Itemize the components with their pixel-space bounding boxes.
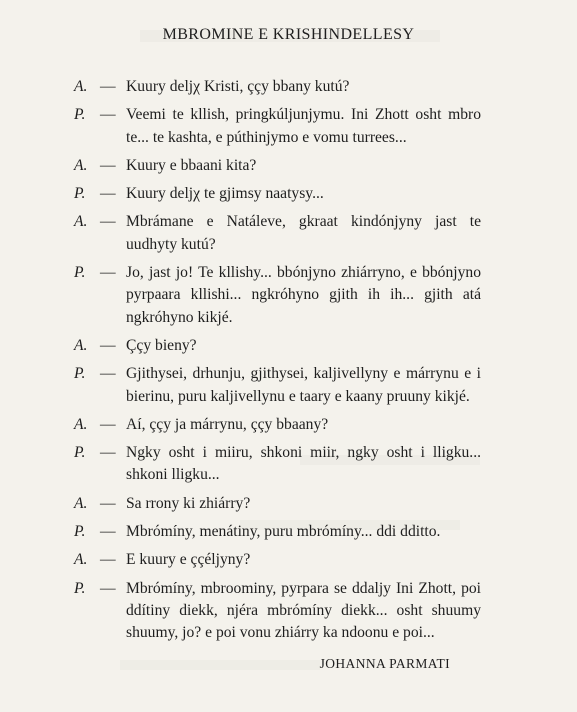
speaker-label: P. — [74, 365, 86, 383]
speaker-label: A. — [74, 336, 88, 354]
line-text: Ççy bieny? — [126, 336, 197, 354]
speaker-label: A. — [74, 213, 88, 231]
page-title: MBROMINE E KRISHINDELLESY — [162, 26, 415, 43]
dash: — — [100, 156, 116, 174]
dash: — — [100, 523, 116, 541]
dialogue-line — [0, 335, 577, 357]
dash: — — [100, 106, 116, 124]
dialogue-line — [0, 442, 577, 487]
dialogue-line — [0, 262, 577, 329]
line-text: Kuury e bbaani kita? — [126, 156, 257, 174]
line-text: Mbrómíny, mbroominy, pyrpara se ddaljy Ini Zhott, poi ddítiny diekk, njéra mbrómíny diekk... osht shuumy shuumy, jo? e poi vonu zhiárry ka ndoonu e poi... — [126, 579, 481, 642]
dialogue-line — [0, 104, 577, 149]
dialogue-line — [0, 493, 577, 515]
line-text: Ngky osht i miiru, shkoni miir, ngky osht i lligku... shkoni lligku... — [126, 444, 481, 484]
dialogue-line — [0, 211, 577, 256]
dash: — — [100, 579, 116, 597]
line-text: Sa rrony ki zhiárry? — [126, 494, 251, 512]
speaker-label: A. — [74, 415, 88, 433]
line-text: Mbrámane e Natáleve, gkraat kindónjyny jast te uudhyty kutú? — [126, 213, 481, 253]
speaker-label: A. — [74, 494, 88, 512]
speaker-label: A. — [74, 78, 88, 95]
speaker-label: P. — [74, 523, 86, 541]
dialogue-line — [0, 414, 577, 436]
line-text: Aí, ççy ja márrynu, ççy bbaany? — [126, 415, 329, 433]
dash: — — [100, 365, 116, 383]
dash: — — [100, 415, 116, 433]
dash: — — [100, 494, 116, 512]
speaker-label: A. — [74, 156, 88, 174]
speaker-label: P. — [74, 106, 86, 124]
dash: — — [100, 264, 116, 282]
dialogue-line — [0, 183, 577, 205]
speaker-label: P. — [74, 444, 86, 462]
bleed-through-mark — [120, 660, 320, 670]
line-text: Kuury deljχ Kristi, ççy bbany kutú? — [126, 78, 350, 95]
dialogue-line — [0, 76, 577, 98]
speaker-label: P. — [74, 264, 86, 282]
dialogue — [0, 76, 577, 645]
line-text: Mbrómíny, menátiny, puru mbrómíny... ddi dditto. — [126, 523, 441, 541]
dialogue-line — [0, 155, 577, 177]
dialogue-line — [0, 363, 577, 408]
dash: — — [100, 551, 116, 569]
dash: — — [100, 213, 116, 231]
line-text: Kuury deljχ te gjimsy naatysy... — [126, 185, 324, 203]
speaker-label: A. — [74, 551, 88, 569]
dialogue-line — [0, 578, 577, 645]
dialogue-line — [0, 521, 577, 543]
dash: — — [100, 444, 116, 462]
dash: — — [100, 78, 116, 95]
line-text: Jo, jast jo! Te kllishy... bbónjyno zhiárryno, e bbónjyno pyrpaara kllishi... ngkróhyno gjith ih ih... gjith atá ngkróhyno kikjé. — [126, 264, 481, 326]
speaker-label: P. — [74, 185, 86, 203]
line-text: Gjithysei, drhunju, gjithysei, kaljivellyny e márrynu e i bierinu, puru kaljivellynu e taary e kaany pruuny kikjé. — [126, 365, 481, 405]
dash: — — [100, 185, 116, 203]
speaker-label: P. — [74, 579, 86, 597]
dialogue-line — [0, 549, 577, 571]
dash: — — [100, 336, 116, 354]
author-name: JOHANNA PARMATI — [319, 656, 450, 671]
line-text: E kuury e ççéljyny? — [126, 551, 251, 569]
line-text: Veemi te kllish, pringkúljunjymu. Ini Zhott osht mbro te... te kashta, e púthinjymo e vomu turrees... — [126, 106, 481, 146]
